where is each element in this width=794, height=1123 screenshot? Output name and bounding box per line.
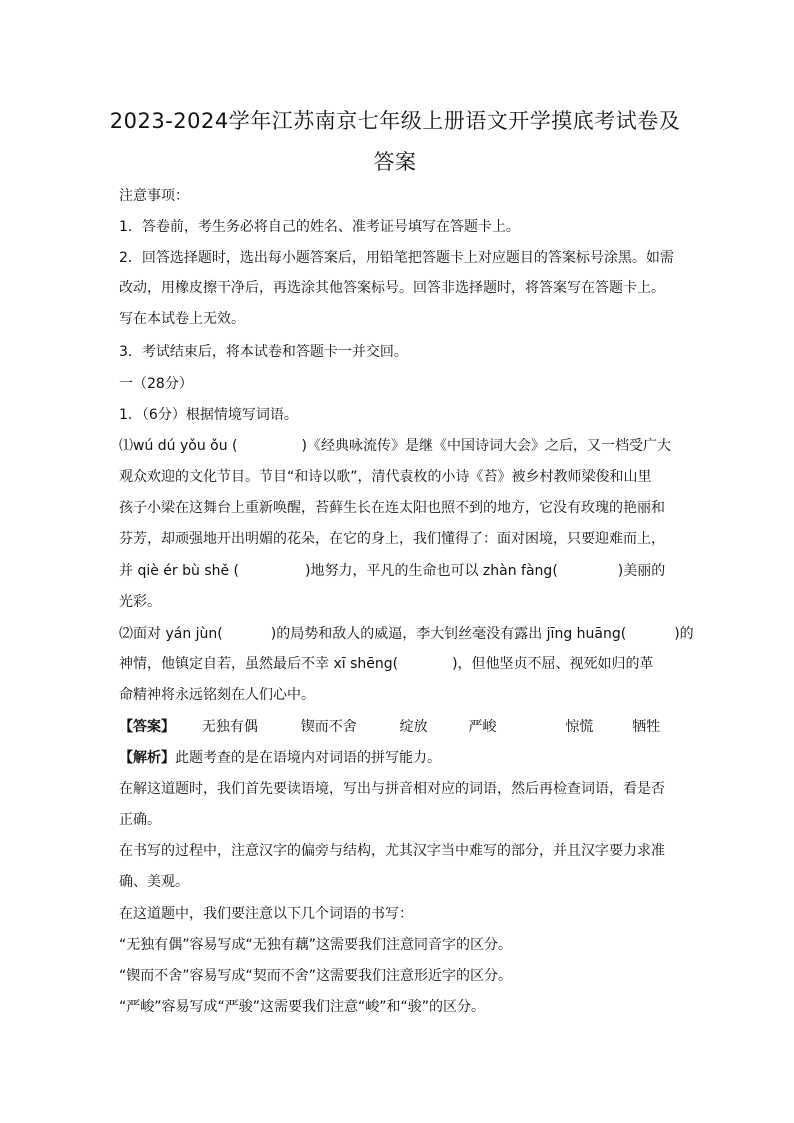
question-1-stem: 1．（6分）根据情境写词语。 [119, 407, 298, 423]
answer-word: 锲而不舍 [300, 719, 357, 735]
pinyin-prompt: ⑴wú dú yǒu ǒu ( [119, 438, 238, 454]
document-title-line-2: 答案 [373, 150, 417, 174]
answer-row [119, 718, 660, 736]
question-1-paragraph-1-line-2: 观众欢迎的文化节目。节目“和诗以歌”，清代袁枚的小诗《苔》被乡村教师梁俊和山里 [119, 469, 652, 485]
analysis-line-7: “锲而不舍”容易写成“契而不舍”这需要我们注意形近字的区分。 [119, 968, 513, 984]
question-1-paragraph-1-line-1 [119, 437, 671, 455]
question-1-paragraph-1-line-4: 芬芳，却顽强地开出明媚的花朵，在它的身上，我们懂得了：面对困境，只要迎难而上， [119, 531, 665, 547]
analysis-line-1: 在解这道题时，我们首先要读语境，写出与拼音相对应的词语，然后再检查词语，看是否 [119, 781, 665, 797]
question-1-paragraph-2-line-3: 命精神将永远铭刻在人们心中。 [119, 687, 315, 703]
analysis-line-3: 在书写的过程中，注意汉字的偏旁与结构，尤其汉字当中难写的部分，并且汉字要力求准 [119, 843, 665, 859]
answer-word: 惊慌 [565, 719, 594, 735]
analysis-intro: 此题考查的是在语境内对词语的拼写能力。 [175, 750, 441, 766]
notes-item-2-line-1: 2．回答选择题时，选出每小题答案后，用铅笔把答题卡上对应题目的答案标号涂黑。如需 [119, 250, 674, 266]
analysis-line-5: 在这道题中，我们要注意以下几个词语的书写： [119, 906, 413, 922]
answer-word: 无独有偶 [201, 719, 258, 735]
answer-word: 绽放 [399, 719, 428, 735]
analysis-intro-line [119, 749, 441, 767]
notes-item-2-line-2: 改动，用橡皮擦干净后，再选涂其他答案标号。回答非选择题时，将答案写在答题卡上。 [119, 280, 665, 296]
question-1-paragraph-2-line-2 [119, 655, 654, 673]
sentence-text: )，但他坚贞不屈、视死如归的革 [452, 656, 654, 672]
question-1-paragraph-1-line-3: 孩子小梁在这舞台上重新唤醒，苔藓生长在连太阳也照不到的地方，它没有玫瑰的艳丽和 [119, 500, 665, 516]
answer-word: 牺牲 [632, 719, 661, 735]
sentence-text: )《经典咏流传》是继《中国诗词大会》之后，又一档受广大 [301, 438, 671, 454]
sentence-text: )美丽的 [617, 563, 666, 579]
notes-heading: 注意事项： [119, 188, 189, 204]
answer-label: 【答案】 [119, 719, 175, 735]
notes-item-2-line-3: 写在本试卷上无效。 [119, 311, 245, 327]
answer-word: 严峻 [468, 719, 497, 735]
notes-item-3: 3．考试结束后，将本试卷和答题卡一并交回。 [119, 344, 408, 360]
sentence-text: )的 [674, 626, 694, 642]
analysis-line-8: “严峻”容易写成“严骏”这需要我们注意“峻”和“骏”的区分。 [119, 999, 486, 1015]
question-1-paragraph-2-line-1 [119, 625, 694, 643]
question-1-paragraph-1-line-6: 光彩。 [119, 594, 161, 610]
analysis-line-2: 正确。 [119, 812, 161, 828]
sentence-text: )的局势和敌人的威逼，李大钊丝毫没有露出 jīng huāng( [270, 626, 627, 642]
analysis-label: 【解析】 [119, 750, 175, 766]
document-title-line-1: 2023-2024学年江苏南京七年级上册语文开学摸底考试卷及 [109, 109, 681, 133]
notes-item-1: 1．答卷前，考生务必将自己的姓名、准考证号填写在答题卡上。 [119, 219, 520, 235]
question-1-paragraph-1-line-5 [119, 562, 665, 580]
section-heading: 一（28分） [119, 376, 193, 392]
pinyin-prompt: 并 qiè ér bù shě ( [119, 563, 240, 579]
analysis-line-6: “无独有偶”容易写成“无独有藕”这需要我们注意同音字的区分。 [119, 937, 513, 953]
pinyin-prompt: ⑵面对 yán jùn( [119, 626, 223, 642]
pinyin-prompt: 神情，他镇定自若，虽然最后不幸 xī shēng( [119, 656, 399, 672]
sentence-text: )地努力，平凡的生命也可以 zhàn fàng( [305, 563, 558, 579]
analysis-line-4: 确、美观。 [119, 874, 189, 890]
